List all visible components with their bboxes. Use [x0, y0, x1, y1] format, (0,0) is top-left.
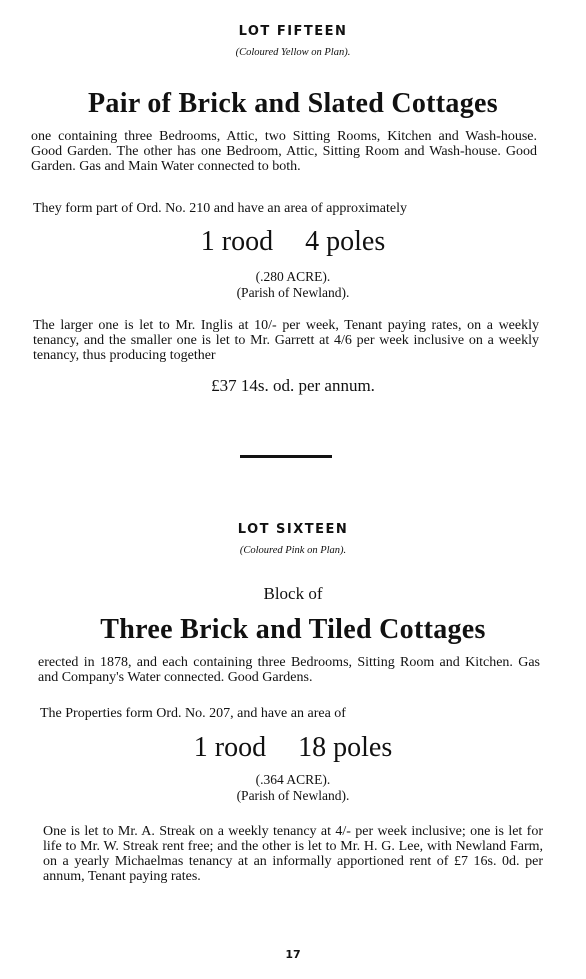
lot-sixteen-description: erected in 1878, and each containing three Bedrooms, Sitting Room and Kitchen. Gas and Company's Water connected. Good Gardens.	[38, 655, 540, 685]
lot-fifteen-acre: (.280 ACRE).	[255, 269, 331, 284]
lot-fifteen-heading: LOT FIFTEEN	[238, 24, 348, 39]
lot-sixteen-parish: (Parish of Newland).	[236, 788, 350, 803]
lot-fifteen-subheading: (Coloured Yellow on Plan).	[235, 47, 351, 58]
lot-sixteen-area-intro: The Properties form Ord. No. 207, and have an area of	[40, 706, 346, 721]
page-number: 17	[285, 948, 301, 961]
lot-sixteen-area-poles: 18 poles	[298, 732, 393, 763]
lot-fifteen-description: one containing three Bedrooms, Attic, two Sitting Rooms, Kitchen and Wash-house. Good Garden. The other has one Bedroom, Attic, Sitting Room and Wash-house. Good Garden. Gas and Main Water connected to both.	[31, 129, 537, 174]
lot-fifteen-rent: £37 14s. od. per annum.	[211, 376, 375, 395]
lot-fifteen-area-intro: They form part of Ord. No. 210 and have an area of approximately	[33, 201, 407, 216]
lot-sixteen-pre-title: Block of	[263, 584, 323, 603]
section-divider	[240, 455, 332, 458]
lot-sixteen-title: Three Brick and Tiled Cottages	[100, 614, 486, 645]
lot-sixteen-tenancy: One is let to Mr. A. Streak on a weekly tenancy at 4/- per week inclusive; one is let for life to Mr. W. Streak rent free; and the other is let to Mr. H. G. Lee, with Newland Farm, on a yearly Michaelmas tenancy at an informally apportioned rent of £7 16s. 0d. per annum, Tenant paying rates.	[43, 824, 543, 884]
lot-sixteen-acre: (.364 ACRE).	[255, 772, 331, 787]
lot-sixteen-area	[0, 732, 586, 764]
lot-fifteen-tenancy: The larger one is let to Mr. Inglis at 10/- per week, Tenant paying rates, on a weekly tenancy, and the smaller one is let to Mr. Garrett at 4/6 per week inclusive on a weekly tenancy, thus producing together	[33, 318, 539, 363]
lot-fifteen-area-poles: 4 poles	[305, 226, 386, 257]
lot-fifteen-area	[0, 226, 586, 258]
lot-fifteen-title: Pair of Brick and Slated Cottages	[88, 88, 498, 119]
lot-sixteen-area-rood: 1 rood	[193, 732, 267, 763]
lot-fifteen-area-rood: 1 rood	[200, 226, 274, 257]
lot-sixteen-subheading: (Coloured Pink on Plan).	[239, 545, 347, 556]
lot-sixteen-heading: LOT SIXTEEN	[237, 522, 349, 537]
lot-fifteen-parish: (Parish of Newland).	[236, 285, 350, 300]
